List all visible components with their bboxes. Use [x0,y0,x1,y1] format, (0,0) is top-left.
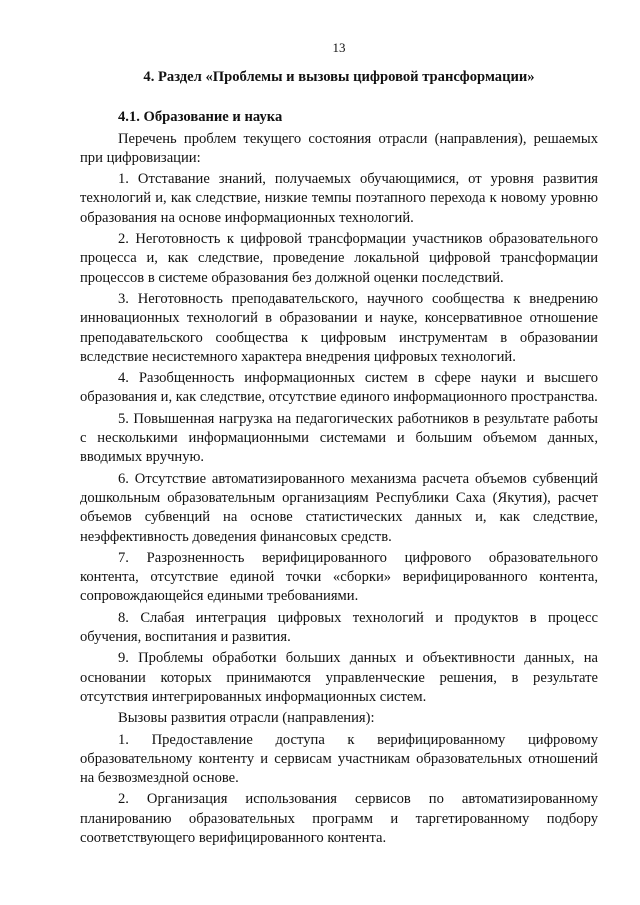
problem-item: 2. Неготовность к цифровой трансформации участников образовательного процесса и, как следствие, проведение локальной цифровой трансформации процессов в системе образования без должной оценки последствий. [80,231,598,286]
problem-item: 9. Проблемы обработки больших данных и объективности данных, на основании которых принимаются управленческие решения, в результате отсутствия интегрированных информационных систем. [80,650,598,705]
problem-item: 6. Отсутствие автоматизированного механизма расчета объемов субвенций дошкольным образовательным организациям Республики Саха (Якутия), расчет объемов субвенций на основе статистических данных и, как следствие, неэффективность доведения финансовых средств. [80,470,598,545]
section-title: 4. Раздел «Проблемы и вызовы цифровой трансформации» [143,69,535,85]
problems-intro: Перечень проблем текущего состояния отрасли (направления), решаемых при цифровизации: [80,130,598,166]
challenges-intro: Вызовы развития отрасли (направления): [118,710,375,727]
problem-item: 4. Разобщенность информационных систем в сфере науки и высшего образования и, как следствие, отсутствие единого информационного пространства. [80,370,598,406]
challenge-item: 1. Предоставление доступа к верифицированному цифровому образовательному контенту и сервисам участникам образовательных отношений на безвозмездной основе. [80,731,598,787]
challenge-item: 2. Организация использования сервисов по автоматизированному планированию образовательных программ и таргетированному подбору соответствующего верифицированного контента. [80,791,598,846]
problem-item: 8. Слабая интеграция цифровых технологий и продуктов в процесс обучения, воспитания и развития. [80,609,598,646]
problem-item: 3. Неготовность преподавательского, научного сообщества к внедрению инновационных технологий в образовании и науке, консервативное отношение преподавательского сообщества к цифровым инструментам в образовании вследствие несистемного характера внедрения цифровых технологий. [80,290,598,365]
problem-item: 7. Разрозненность верифицированного цифрового образовательного контента, отсутствие единой точки «сборки» верифицированного контента, сопровождающейся едиными требованиями. [80,549,598,605]
problem-item: 5. Повышенная нагрузка на педагогических работников в результате работы с несколькими информационными системами и большим объемом данных, вводимых вручную. [80,410,598,466]
problem-item: 1. Отставание знаний, получаемых обучающимися, от уровня развития технологий и, как следствие, низкие темпы поэтапного перехода к новому уровню образования на основе информационных технологий. [80,171,598,226]
page-number: 13 [332,40,346,55]
subsection-title: 4.1. Образование и наука [118,109,283,126]
